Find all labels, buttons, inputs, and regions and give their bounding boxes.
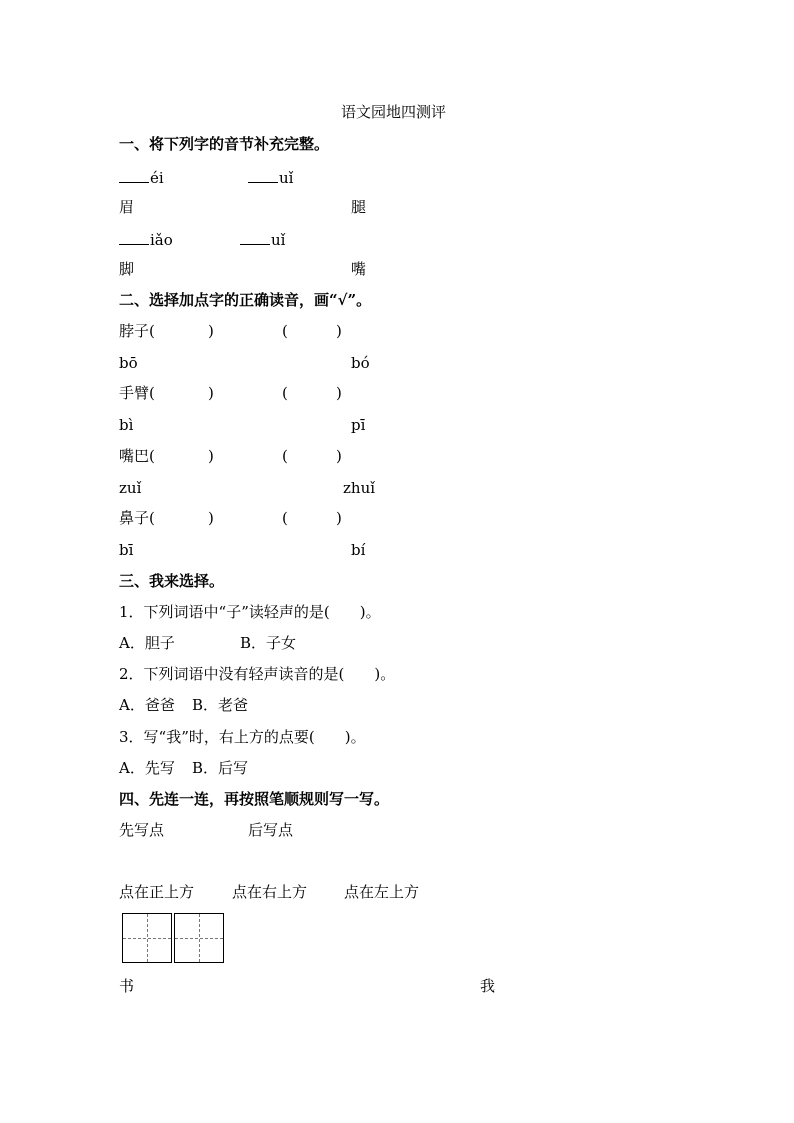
s1-item-4-char: 嘴 [351, 260, 367, 278]
s3-question-1: 1．下列词语中“子”读轻声的是( )。 [119, 603, 381, 621]
section-4-heading: 四、先连一连，再按照笔顺规则写一写。 [119, 790, 390, 808]
s2-item-1-word: 脖子( [119, 322, 155, 340]
s3-question-2: 2．下列词语中没有轻声读音的是( )。 [119, 665, 396, 683]
s2-item-1-paren2-close[interactable]: ) [336, 322, 342, 340]
s1-item-4-pinyin: uǐ [240, 230, 285, 249]
s2-item-3-paren2-open[interactable]: ( [282, 447, 288, 465]
s3-q1-option-b[interactable]: B．子女 [240, 634, 297, 652]
writing-grid-box-2[interactable] [174, 913, 224, 963]
page-title: 语文园地四测评 [341, 103, 447, 121]
s4-first-dot[interactable]: 先写点 [119, 821, 165, 839]
s4-position-top-left[interactable]: 点在左上方 [344, 883, 420, 901]
s2-item-2-word: 手臂( [119, 384, 155, 402]
s3-q3-option-a[interactable]: A．先写 [119, 759, 175, 777]
s2-item-1-opt1: bō [119, 354, 138, 372]
s1-item-1-char: 眉 [119, 198, 135, 216]
s2-item-3-paren1-close[interactable]: ) [208, 447, 214, 465]
s3-question-3: 3．写“我”时，右上方的点要( )。 [119, 728, 366, 746]
s2-item-4-paren1-close[interactable]: ) [208, 509, 214, 527]
s1-item-3-char: 脚 [119, 260, 135, 278]
section-1-heading: 一、将下列字的音节补充完整。 [119, 135, 330, 153]
s1-item-2-pinyin: uǐ [248, 168, 293, 187]
s2-item-4-opt1: bī [119, 541, 134, 559]
s4-char-wo[interactable]: 我 [480, 977, 496, 995]
answer-blank[interactable] [119, 230, 149, 245]
s3-q1-option-a[interactable]: A．胆子 [119, 634, 175, 652]
s2-item-2-opt2: pī [351, 416, 366, 434]
s3-q2-option-a[interactable]: A．爸爸 [119, 696, 175, 714]
s2-item-1-paren1-close[interactable]: ) [208, 322, 214, 340]
s4-later-dot[interactable]: 后写点 [248, 821, 294, 839]
s1-item-2-char: 腿 [351, 198, 367, 216]
s2-item-2-paren2-open[interactable]: ( [282, 384, 288, 402]
s2-item-4-word: 鼻子( [119, 509, 155, 527]
s1-item-1-pinyin: éi [119, 168, 164, 187]
s2-item-3-paren2-close[interactable]: ) [336, 447, 342, 465]
s2-item-3-word: 嘴巴( [119, 447, 155, 465]
s3-q3-option-b[interactable]: B．后写 [192, 759, 249, 777]
section-2-heading: 二、选择加点字的正确读音，画“√”。 [119, 291, 372, 309]
s2-item-4-paren2-close[interactable]: ) [336, 509, 342, 527]
answer-blank[interactable] [248, 168, 278, 183]
s2-item-4-opt2: bí [351, 541, 366, 559]
s4-position-top-right[interactable]: 点在右上方 [232, 883, 308, 901]
writing-grid-box-1[interactable] [122, 913, 172, 963]
s2-item-1-paren2-open[interactable]: ( [282, 322, 288, 340]
s2-item-1-opt2: bó [351, 354, 370, 372]
s3-q2-option-b[interactable]: B．老爸 [192, 696, 249, 714]
s4-char-shu[interactable]: 书 [119, 977, 135, 995]
answer-blank[interactable] [240, 230, 270, 245]
s1-item-3-pinyin: iǎo [119, 230, 173, 249]
s2-item-3-opt1: zuǐ [119, 479, 142, 497]
s2-item-2-paren2-close[interactable]: ) [336, 384, 342, 402]
answer-blank[interactable] [119, 168, 149, 183]
s2-item-3-opt2: zhuǐ [343, 479, 376, 497]
section-3-heading: 三、我来选择。 [119, 572, 225, 590]
s4-position-top[interactable]: 点在正上方 [119, 883, 195, 901]
s2-item-4-paren2-open[interactable]: ( [282, 509, 288, 527]
s2-item-2-paren1-close[interactable]: ) [208, 384, 214, 402]
s2-item-2-opt1: bì [119, 416, 134, 434]
